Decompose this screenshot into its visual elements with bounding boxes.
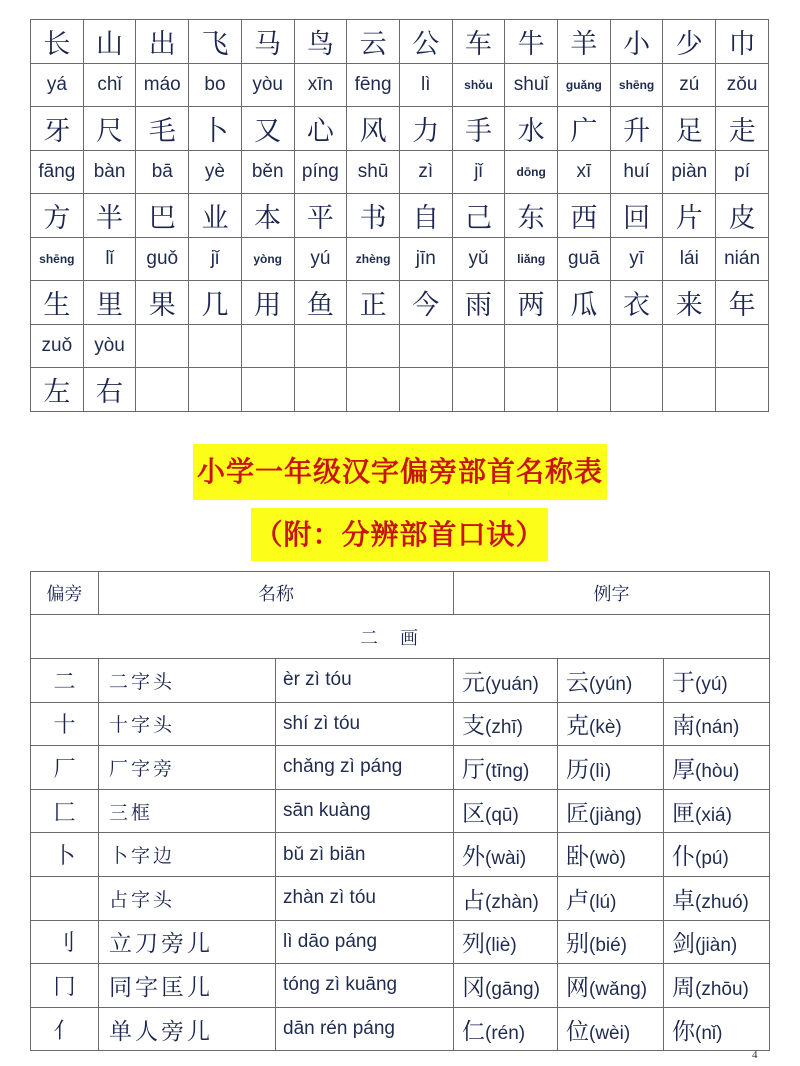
example-character — [664, 1007, 770, 1051]
grid-pinyin: guǒ — [136, 237, 189, 281]
example-pinyin: (pú) — [695, 848, 729, 870]
grid-pinyin: piàn — [663, 150, 716, 194]
grid-character — [716, 368, 769, 412]
example-pinyin: (lú) — [589, 891, 617, 913]
radical-pinyin: shí zì tóu — [276, 702, 454, 746]
example-character — [454, 702, 558, 746]
example-character — [454, 1007, 558, 1051]
grid-character: 少 — [663, 20, 716, 64]
radical-pinyin: dān rén páng — [276, 1007, 454, 1051]
example-hanzi: 占 — [462, 887, 485, 914]
example-character — [664, 920, 770, 964]
grid-pinyin: zhèng — [347, 237, 400, 281]
grid-pinyin: fāng — [31, 150, 84, 194]
grid-character — [399, 368, 452, 412]
grid-pinyin: yī — [610, 237, 663, 281]
grid-character — [136, 368, 189, 412]
grid-character: 车 — [452, 20, 505, 64]
example-hanzi: 匣 — [672, 800, 695, 827]
example-pinyin: (wǎng) — [589, 978, 648, 1000]
example-hanzi: 你 — [672, 1018, 695, 1045]
radical-pinyin: zhàn zì tóu — [276, 876, 454, 920]
pinyin-row — [31, 324, 769, 368]
header-name: 名称 — [99, 572, 454, 615]
radical-row — [31, 789, 770, 833]
example-character — [558, 876, 664, 920]
grid-character: 马 — [241, 20, 294, 64]
example-hanzi: 于 — [672, 669, 695, 696]
example-character — [454, 833, 558, 877]
grid-character: 几 — [189, 281, 242, 325]
grid-character: 年 — [716, 281, 769, 325]
radical-name: 十字头 — [99, 702, 276, 746]
grid-character: 水 — [505, 107, 558, 151]
grid-pinyin: liǎng — [505, 237, 558, 281]
example-hanzi: 厅 — [462, 756, 485, 783]
example-pinyin: (zhàn) — [485, 891, 539, 913]
grid-pinyin — [610, 324, 663, 368]
example-character — [558, 746, 664, 790]
example-character — [454, 746, 558, 790]
grid-pinyin: yòu — [83, 324, 136, 368]
example-pinyin: (wài) — [485, 848, 527, 870]
grid-pinyin — [399, 324, 452, 368]
example-character — [664, 833, 770, 877]
example-character — [664, 746, 770, 790]
grid-pinyin — [716, 324, 769, 368]
example-character — [558, 659, 664, 703]
example-pinyin: (rén) — [485, 1022, 526, 1044]
grid-character: 公 — [399, 20, 452, 64]
grid-pinyin: yá — [31, 63, 84, 107]
example-hanzi: 历 — [566, 756, 589, 783]
grid-character: 片 — [663, 194, 716, 238]
radical-row — [31, 1007, 770, 1051]
grid-character: 广 — [558, 107, 611, 151]
radical-row — [31, 659, 770, 703]
example-character — [454, 659, 558, 703]
radical-name: 占字头 — [99, 876, 276, 920]
grid-character — [663, 368, 716, 412]
grid-character: 鱼 — [294, 281, 347, 325]
example-hanzi: 卧 — [566, 844, 589, 871]
radical-row — [31, 964, 770, 1008]
example-pinyin: (jiàn) — [695, 935, 738, 957]
grid-character: 里 — [83, 281, 136, 325]
example-pinyin: (jiàng) — [589, 804, 642, 826]
grid-pinyin: fēng — [347, 63, 400, 107]
grid-character: 正 — [347, 281, 400, 325]
grid-pinyin: běn — [241, 150, 294, 194]
grid-character: 东 — [505, 194, 558, 238]
example-hanzi: 仆 — [672, 844, 695, 871]
example-pinyin: (yuán) — [485, 673, 539, 695]
example-hanzi: 仁 — [462, 1018, 485, 1045]
grid-character: 己 — [452, 194, 505, 238]
character-row — [31, 281, 769, 325]
grid-character: 雨 — [452, 281, 505, 325]
grid-pinyin: bàn — [83, 150, 136, 194]
grid-character: 手 — [452, 107, 505, 151]
example-hanzi: 位 — [566, 1018, 589, 1045]
example-pinyin: (zhōu) — [695, 978, 749, 1000]
example-pinyin: (yú) — [695, 673, 728, 695]
example-pinyin: (nán) — [695, 717, 740, 739]
grid-pinyin — [189, 324, 242, 368]
example-character — [558, 920, 664, 964]
title-banner: 小学一年级汉字偏旁部首名称表 — [193, 444, 607, 500]
radical-name: 三框 — [99, 789, 276, 833]
example-hanzi: 卢 — [566, 887, 589, 914]
example-character — [454, 920, 558, 964]
character-grid — [30, 19, 769, 412]
grid-pinyin: dōng — [505, 150, 558, 194]
grid-pinyin: yòng — [241, 237, 294, 281]
radical-table — [30, 571, 770, 1051]
radical-name: 同字匡儿 — [99, 964, 276, 1008]
grid-character: 羊 — [558, 20, 611, 64]
grid-character: 来 — [663, 281, 716, 325]
example-character — [664, 789, 770, 833]
example-character — [558, 833, 664, 877]
grid-character: 衣 — [610, 281, 663, 325]
example-character — [454, 789, 558, 833]
pinyin-row — [31, 150, 769, 194]
example-pinyin: (liè) — [485, 935, 517, 957]
character-row — [31, 368, 769, 412]
grid-character — [189, 368, 242, 412]
grid-character: 出 — [136, 20, 189, 64]
radical-row — [31, 876, 770, 920]
radical-glyph: 二 — [31, 659, 99, 703]
radical-glyph: 匚 — [31, 789, 99, 833]
example-pinyin: (qū) — [485, 804, 519, 826]
radical-pinyin: èr zì tóu — [276, 659, 454, 703]
grid-pinyin: shēng — [610, 63, 663, 107]
grid-pinyin: yè — [189, 150, 242, 194]
grid-pinyin: bā — [136, 150, 189, 194]
radical-row — [31, 702, 770, 746]
grid-character: 业 — [189, 194, 242, 238]
radical-name: 二字头 — [99, 659, 276, 703]
page-number: 4 — [752, 1049, 758, 1061]
grid-pinyin: jǐ — [189, 237, 242, 281]
example-character — [664, 876, 770, 920]
grid-character — [505, 368, 558, 412]
radical-glyph: 厂 — [31, 746, 99, 790]
grid-pinyin — [452, 324, 505, 368]
grid-pinyin: shuǐ — [505, 63, 558, 107]
grid-character: 飞 — [189, 20, 242, 64]
grid-character: 力 — [399, 107, 452, 151]
grid-pinyin: pí — [716, 150, 769, 194]
example-character — [664, 659, 770, 703]
example-hanzi: 南 — [672, 713, 695, 740]
grid-character — [347, 368, 400, 412]
grid-character: 果 — [136, 281, 189, 325]
example-pinyin: (nǐ) — [695, 1022, 723, 1044]
example-hanzi: 区 — [462, 800, 485, 827]
radical-row — [31, 833, 770, 877]
grid-character: 方 — [31, 194, 84, 238]
grid-pinyin: chǐ — [83, 63, 136, 107]
example-pinyin: (wèi) — [589, 1022, 631, 1044]
grid-pinyin: shū — [347, 150, 400, 194]
radical-glyph: 刂 — [31, 920, 99, 964]
grid-character — [610, 368, 663, 412]
example-hanzi: 匠 — [566, 800, 589, 827]
grid-character: 山 — [83, 20, 136, 64]
grid-character: 尺 — [83, 107, 136, 151]
grid-pinyin: zú — [663, 63, 716, 107]
grid-character: 鸟 — [294, 20, 347, 64]
grid-pinyin: xīn — [294, 63, 347, 107]
grid-pinyin: jǐ — [452, 150, 505, 194]
example-character — [454, 964, 558, 1008]
section-row — [31, 615, 770, 659]
radical-name: 单人旁儿 — [99, 1007, 276, 1051]
example-hanzi: 周 — [672, 974, 695, 1001]
grid-pinyin — [136, 324, 189, 368]
radical-glyph: 卜 — [31, 833, 99, 877]
radical-row — [31, 746, 770, 790]
example-pinyin: (hòu) — [695, 760, 740, 782]
character-row — [31, 20, 769, 64]
grid-pinyin: xī — [558, 150, 611, 194]
grid-character: 生 — [31, 281, 84, 325]
character-row — [31, 194, 769, 238]
grid-character — [241, 368, 294, 412]
pinyin-row — [31, 63, 769, 107]
example-pinyin: (lì) — [589, 760, 612, 782]
header-radical: 偏旁 — [31, 572, 99, 615]
radical-row — [31, 920, 770, 964]
grid-character: 风 — [347, 107, 400, 151]
grid-pinyin — [505, 324, 558, 368]
grid-pinyin: guā — [558, 237, 611, 281]
example-character — [664, 964, 770, 1008]
section-label: 二画 — [31, 615, 770, 659]
radical-name: 立刀旁儿 — [99, 920, 276, 964]
grid-pinyin: lǐ — [83, 237, 136, 281]
grid-character: 西 — [558, 194, 611, 238]
example-pinyin: (bié) — [589, 935, 628, 957]
radical-glyph — [31, 876, 99, 920]
radical-pinyin: bǔ zì biān — [276, 833, 454, 877]
radical-glyph: 冂 — [31, 964, 99, 1008]
grid-character: 平 — [294, 194, 347, 238]
grid-character: 皮 — [716, 194, 769, 238]
grid-character: 两 — [505, 281, 558, 325]
example-pinyin: (kè) — [589, 717, 622, 739]
grid-character: 半 — [83, 194, 136, 238]
radical-name: 卜字边 — [99, 833, 276, 877]
grid-pinyin — [241, 324, 294, 368]
example-character — [664, 702, 770, 746]
example-character — [454, 876, 558, 920]
grid-character: 云 — [347, 20, 400, 64]
grid-pinyin: lái — [663, 237, 716, 281]
radical-pinyin: lì dāo páng — [276, 920, 454, 964]
grid-character — [294, 368, 347, 412]
grid-character: 本 — [241, 194, 294, 238]
character-row — [31, 107, 769, 151]
example-hanzi: 卓 — [672, 887, 695, 914]
example-character — [558, 702, 664, 746]
radical-name: 厂字旁 — [99, 746, 276, 790]
grid-character: 走 — [716, 107, 769, 151]
grid-pinyin: nián — [716, 237, 769, 281]
radical-glyph: 亻 — [31, 1007, 99, 1051]
grid-pinyin: lì — [399, 63, 452, 107]
grid-pinyin — [347, 324, 400, 368]
example-character — [558, 1007, 664, 1051]
grid-pinyin: shēng — [31, 237, 84, 281]
grid-pinyin: máo — [136, 63, 189, 107]
grid-pinyin: zǒu — [716, 63, 769, 107]
grid-character — [452, 368, 505, 412]
header-examples: 例字 — [454, 572, 770, 615]
grid-pinyin: yòu — [241, 63, 294, 107]
example-hanzi: 剑 — [672, 931, 695, 958]
example-hanzi: 克 — [566, 713, 589, 740]
example-hanzi: 云 — [566, 669, 589, 696]
grid-pinyin: huí — [610, 150, 663, 194]
example-hanzi: 网 — [566, 974, 589, 1001]
grid-character: 卜 — [189, 107, 242, 151]
grid-character: 书 — [347, 194, 400, 238]
grid-character: 右 — [83, 368, 136, 412]
grid-character: 回 — [610, 194, 663, 238]
example-hanzi: 外 — [462, 844, 485, 871]
example-pinyin: (zhī) — [485, 717, 523, 739]
example-hanzi: 列 — [462, 931, 485, 958]
example-hanzi: 厚 — [672, 756, 695, 783]
example-hanzi: 支 — [462, 713, 485, 740]
grid-pinyin — [294, 324, 347, 368]
example-pinyin: (zhuó) — [695, 891, 749, 913]
grid-pinyin: zuǒ — [31, 324, 84, 368]
example-character — [558, 789, 664, 833]
pinyin-row — [31, 237, 769, 281]
radical-pinyin: chǎng zì páng — [276, 746, 454, 790]
grid-character — [558, 368, 611, 412]
subtitle-banner: （附：分辨部首口诀） — [251, 508, 548, 561]
example-pinyin: (gāng) — [485, 978, 540, 1000]
grid-character: 又 — [241, 107, 294, 151]
grid-character: 巾 — [716, 20, 769, 64]
grid-character: 足 — [663, 107, 716, 151]
grid-character: 自 — [399, 194, 452, 238]
grid-character: 今 — [399, 281, 452, 325]
grid-character: 瓜 — [558, 281, 611, 325]
grid-pinyin: yǔ — [452, 237, 505, 281]
grid-pinyin: zì — [399, 150, 452, 194]
radical-glyph: 十 — [31, 702, 99, 746]
grid-character: 用 — [241, 281, 294, 325]
example-pinyin: (xiá) — [695, 804, 732, 826]
grid-pinyin — [663, 324, 716, 368]
radical-pinyin: sān kuàng — [276, 789, 454, 833]
grid-pinyin: yú — [294, 237, 347, 281]
grid-pinyin — [558, 324, 611, 368]
radical-pinyin: tóng zì kuāng — [276, 964, 454, 1008]
grid-character: 牙 — [31, 107, 84, 151]
grid-character: 巴 — [136, 194, 189, 238]
grid-character: 毛 — [136, 107, 189, 151]
example-pinyin: (wò) — [589, 848, 626, 870]
example-hanzi: 别 — [566, 931, 589, 958]
grid-character: 升 — [610, 107, 663, 151]
grid-character: 心 — [294, 107, 347, 151]
grid-character: 小 — [610, 20, 663, 64]
grid-character: 牛 — [505, 20, 558, 64]
example-hanzi: 元 — [462, 669, 485, 696]
example-character — [558, 964, 664, 1008]
radical-table-header — [31, 572, 770, 615]
grid-character: 长 — [31, 20, 84, 64]
example-pinyin: (tīng) — [485, 760, 530, 782]
grid-pinyin: bo — [189, 63, 242, 107]
example-hanzi: 冈 — [462, 974, 485, 1001]
grid-pinyin: guǎng — [558, 63, 611, 107]
grid-pinyin: shǒu — [452, 63, 505, 107]
grid-character: 左 — [31, 368, 84, 412]
grid-pinyin: jīn — [399, 237, 452, 281]
grid-pinyin: píng — [294, 150, 347, 194]
example-pinyin: (yún) — [589, 673, 633, 695]
